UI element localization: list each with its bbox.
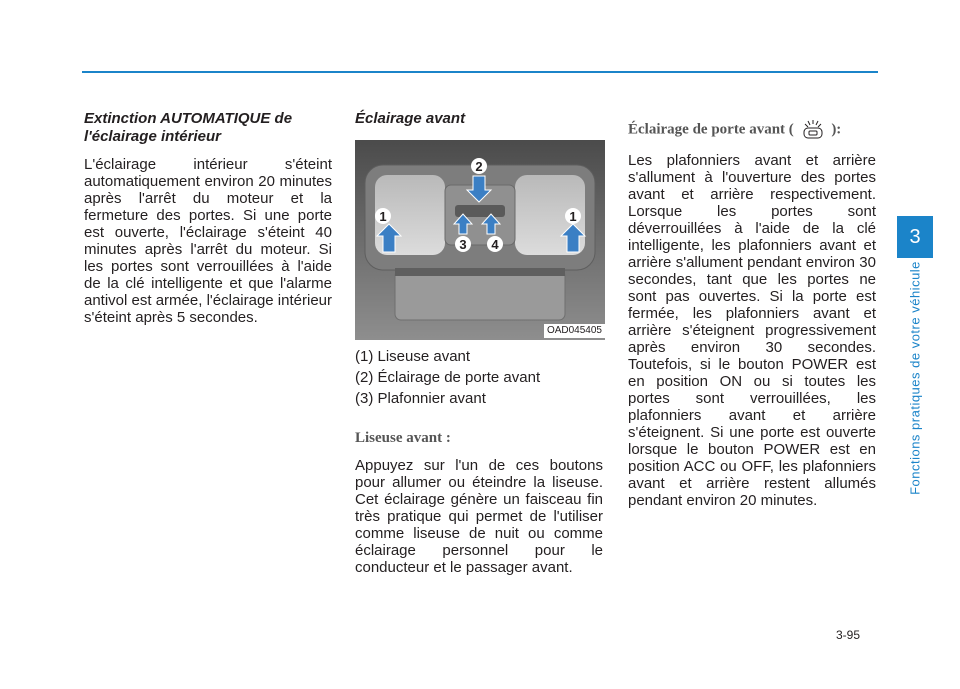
- callout-2: 2: [475, 159, 483, 174]
- callout-4: 4: [491, 237, 499, 252]
- subsection-body: Appuyez sur l'un de ces boutons pour allumer ou éteindre la liseuse. Cet éclairage génère un faisceau fin très pratique qui permet de l'utiliser comme liseuse de nuit ou comme éclairage personnel pour le conducteur et le passager avant.: [355, 457, 603, 576]
- door-lamp-icon: [798, 118, 828, 142]
- chapter-tab: 3: [897, 216, 933, 258]
- list-item: (2) Éclairage de porte avant: [355, 369, 541, 386]
- page-number: 3-95: [836, 628, 861, 642]
- column-auto-off: [84, 110, 332, 326]
- callout-1-right: 1: [569, 209, 577, 224]
- column-door-lamp: [628, 110, 876, 509]
- section-heading: Éclairage avant: [355, 110, 466, 127]
- section-heading: Extinction AUTOMATIQUE de l'éclairage intérieur: [84, 110, 293, 145]
- heading-text: Éclairage de porte avant (: [628, 121, 794, 138]
- overhead-console-figure: [355, 140, 605, 340]
- section-body: L'éclairage intérieur s'éteint automatiquement environ 20 minutes après l'arrêt du moteur et la fermeture des portes. Si une porte est ouverte, l'éclairage s'éteint 40 minutes après l'arrêt du moteur. Si les portes sont verrouillées à l'aide de la clé intelligente et que l'alarme antivol est armée, l'éclairage intérieur s'éteint après 5 secondes.: [84, 156, 332, 326]
- subsection-heading: Liseuse avant :: [355, 430, 451, 446]
- callout-1-left: 1: [379, 209, 387, 224]
- chapter-title-text: Fonctions pratiques de votre véhicule: [907, 261, 923, 495]
- list-item: (3) Plafonnier avant: [355, 390, 486, 407]
- heading-text-end: ):: [831, 121, 842, 138]
- callout-3: 3: [459, 237, 467, 252]
- overhead-console-illustration: [355, 140, 605, 340]
- list-item: (1) Liseuse avant: [355, 348, 471, 365]
- figure-code: OAD045405: [544, 324, 605, 338]
- section-heading: [628, 118, 876, 142]
- top-rule: [82, 71, 878, 73]
- column-front-lighting: [355, 110, 603, 576]
- section-body: Les plafonniers avant et arrière s'allument à l'ouverture des portes avant et arrière respectivement. Lorsque les portes sont déverrouillées à l'aide de la clé intelligente, les plafonniers avant et arrière s'allument pendant environ 30 secondes, tant que les portes ne sont pas ouvertes. Si la porte est fermée, les plafonniers avant et arrière s'éteignent progressivement après environ 30 secondes. Toutefois, si le bouton POWER est en position ON ou si toutes les portes sont verrouillées, les plafonniers avant et arrière s'éteignent. Si une porte est ouverte lorsque le bouton POWER est en position ACC ou OFF, les plafonniers avant et arrière restent allumés pendant environ 20 minutes.: [628, 152, 876, 509]
